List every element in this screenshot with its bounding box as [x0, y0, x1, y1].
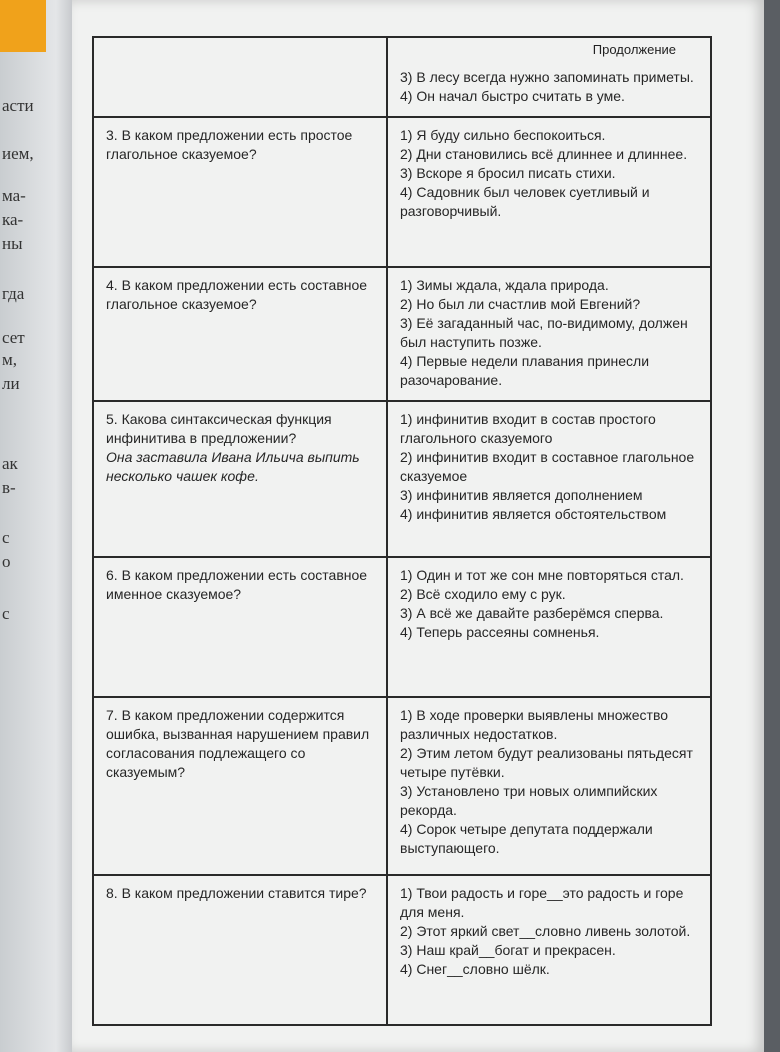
answer-option: 1) инфинитив входит в состав простого глагольного сказуемого	[400, 411, 656, 446]
answer-option: 2) Всё сходило ему с рук.	[400, 586, 566, 602]
table-row	[93, 401, 711, 557]
left-page-edge	[0, 0, 80, 1052]
question-text: 6. В каком предложении есть составное именное сказуемое?	[106, 567, 368, 602]
book-page	[72, 0, 764, 1052]
answer-option: 2) Этот яркий свет__словно ливень золотой.	[400, 923, 691, 939]
answer-option: 4) Первые недели плавания принесли разочарование.	[400, 353, 650, 388]
answer-option: 4) Сорок четыре депутата поддержали выступающего.	[400, 821, 653, 856]
answer-cell	[387, 875, 711, 1025]
table-row	[93, 557, 711, 697]
answer-option: 4) Он начал быстро считать в уме.	[400, 88, 625, 104]
left-fragment: ли	[2, 374, 20, 393]
table-row	[93, 875, 711, 1025]
left-fragment: м,	[2, 350, 18, 369]
question-text: 4. В каком предложении есть составное глагольное сказуемое?	[106, 277, 368, 312]
left-fragment: ма-	[2, 186, 26, 205]
table-row	[93, 117, 711, 267]
answer-option: 2) инфинитив входит в составное глагольное сказуемое	[400, 449, 695, 484]
continued-label: Продолжение	[592, 42, 676, 57]
left-fragment: асти	[2, 96, 34, 115]
answer-option: 4) инфинитив является обстоятельством	[400, 506, 667, 522]
question-cell	[93, 267, 387, 401]
answer-option: 3) В лесу всегда нужно запоминать приметы.	[400, 69, 694, 85]
answer-option: 3) инфинитив является дополнением	[400, 487, 643, 503]
example-sentence: Она заставила Ивана Ильича выпить несколько чашек кофе.	[106, 449, 360, 484]
answer-cell	[387, 557, 711, 697]
question-cell	[93, 557, 387, 697]
question-cell	[93, 875, 387, 1025]
answer-option: 3) Её загаданный час, по-видимому, должен был наступить позже.	[400, 315, 688, 350]
answer-option: 1) Твои радость и горе__это радость и горе для меня.	[400, 885, 684, 920]
left-fragment: ием,	[2, 144, 34, 163]
answer-option: 1) Я буду сильно беспокоиться.	[400, 127, 606, 143]
test-table	[92, 36, 712, 1026]
answer-option: 2) Этим летом будут реализованы пятьдесят четыре путёвки.	[400, 745, 693, 780]
left-fragment: ак	[2, 454, 18, 473]
answer-option: 2) Дни становились всё длиннее и длиннее.	[400, 146, 688, 162]
answer-cell	[387, 401, 711, 557]
answer-option: 1) Зимы ждала, ждала природа.	[400, 277, 609, 293]
answer-option: 3) Наш край__богат и прекрасен.	[400, 942, 616, 958]
table-row	[93, 37, 711, 117]
answer-option: 4) Теперь рассеяны сомненья.	[400, 624, 600, 640]
table-row	[93, 697, 711, 875]
left-fragment: о	[2, 552, 11, 571]
answer-cell	[387, 37, 711, 117]
orange-tab	[0, 0, 46, 52]
answer-cell	[387, 697, 711, 875]
table-row	[93, 267, 711, 401]
left-fragment: с	[2, 604, 10, 623]
answer-option: 1) В ходе проверки выявлены множество различных недостатков.	[400, 707, 669, 742]
answer-option: 1) Один и тот же сон мне повторяться стал.	[400, 567, 684, 583]
answer-cell	[387, 117, 711, 267]
left-fragment: сет	[2, 328, 25, 347]
question-cell	[93, 401, 387, 557]
answer-option: 4) Садовник был человек суетливый и разговорчивый.	[400, 184, 650, 219]
answer-option: 4) Снег__словно шёлк.	[400, 961, 550, 977]
question-text: 3. В каком предложении есть простое глагольное сказуемое?	[106, 127, 353, 162]
question-text: 7. В каком предложении содержится ошибка, вызванная нарушением правил согласования подлежащего со сказуемым?	[106, 707, 370, 780]
question-cell	[93, 37, 387, 117]
question-text: 5. Какова синтаксическая функция инфинитива в предложении?	[106, 411, 332, 446]
left-fragment: гда	[2, 284, 25, 303]
question-text: 8. В каком предложении ставится тире?	[106, 885, 367, 901]
left-fragment: в-	[2, 478, 16, 497]
answer-option: 3) Установлено три новых олимпийских рекорда.	[400, 783, 658, 818]
question-cell	[93, 117, 387, 267]
answer-option: 3) Вскоре я бросил писать стихи.	[400, 165, 616, 181]
left-fragment: ны	[2, 234, 23, 253]
question-cell	[93, 697, 387, 875]
answer-cell	[387, 267, 711, 401]
answer-option: 3) А всё же давайте разберёмся сперва.	[400, 605, 664, 621]
left-fragment: ка-	[2, 210, 24, 229]
answer-option: 2) Но был ли счастлив мой Евгений?	[400, 296, 641, 312]
left-fragment: с	[2, 528, 10, 547]
